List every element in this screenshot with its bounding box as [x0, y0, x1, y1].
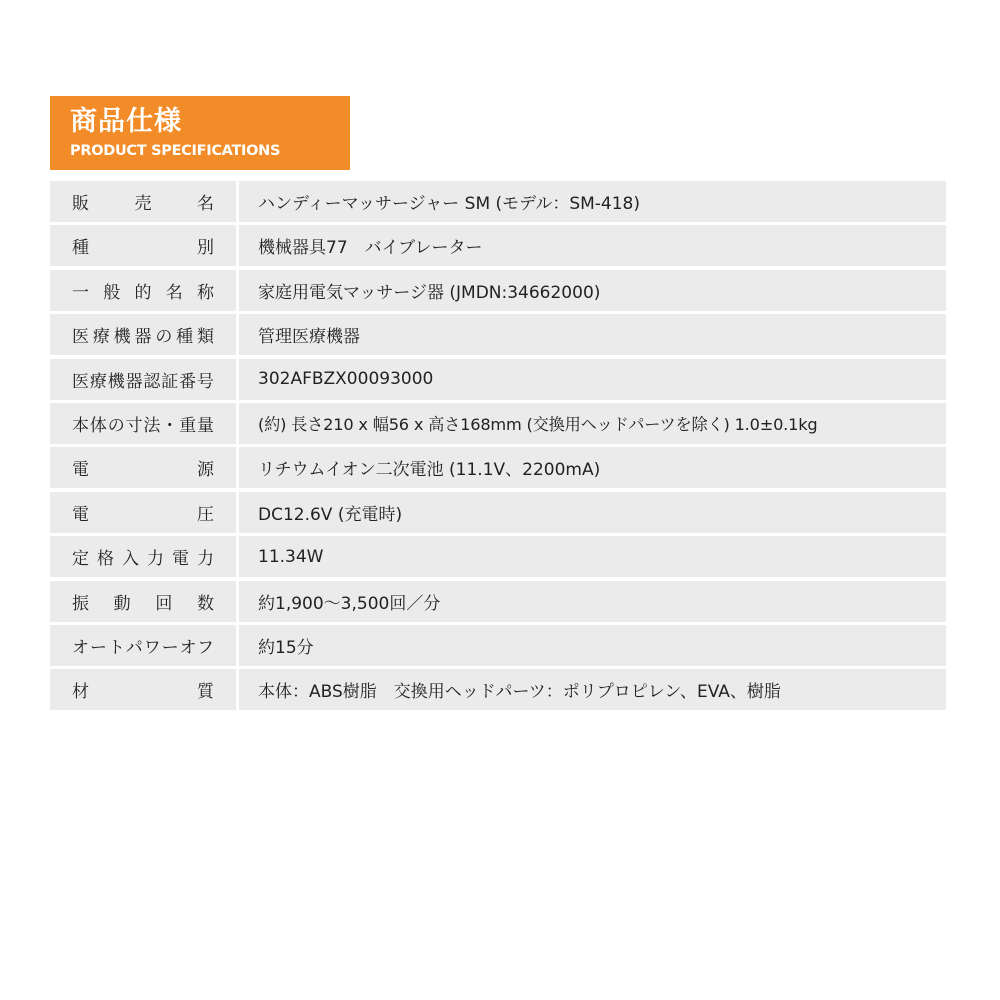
spec-row-power-source — [50, 447, 946, 488]
spec-label: 定格入力電力 — [50, 536, 236, 577]
spec-label: 医療機器の種類 — [50, 314, 236, 355]
spec-label: 一般的名称 — [50, 270, 236, 311]
spec-row-generic-name — [50, 270, 946, 311]
spec-row-dimensions-weight — [50, 403, 946, 444]
spec-value: リチウムイオン二次電池 (11.1V、2200mA) — [239, 447, 946, 488]
spec-label: 材 質 — [50, 669, 236, 710]
spec-label: 振 動 回 数 — [50, 581, 236, 622]
spec-row-device-type — [50, 314, 946, 355]
spec-value: 管理医療機器 — [239, 314, 946, 355]
spec-row-voltage — [50, 492, 946, 533]
spec-row-rated-power — [50, 536, 946, 577]
spec-row-sales-name — [50, 181, 946, 222]
spec-value: 約15分 — [239, 625, 946, 666]
spec-label: 販 売 名 — [50, 181, 236, 222]
spec-value: 約1,900〜3,500回／分 — [239, 581, 946, 622]
spec-value: 本体：ABS樹脂 交換用ヘッドパーツ：ポリプロピレン、EVA、樹脂 — [239, 669, 946, 710]
spec-label: 種 別 — [50, 225, 236, 266]
spec-label: 本体の寸法・重量 — [50, 403, 236, 444]
spec-row-vibration-frequency — [50, 581, 946, 622]
spec-value: (約) 長さ210 x 幅56 x 高さ168mm (交換用ヘッドパーツを除く) 1.0±0.1kg — [239, 403, 946, 444]
spec-label: 電 圧 — [50, 492, 236, 533]
spec-label: 医療機器認証番号 — [50, 359, 236, 400]
spec-row-category — [50, 225, 946, 266]
spec-value: 302AFBZX00093000 — [239, 359, 946, 400]
spec-table — [50, 181, 946, 714]
spec-row-auto-power-off — [50, 625, 946, 666]
section-title: 商品仕様 — [70, 106, 182, 137]
section-header — [50, 96, 350, 170]
spec-row-certification-number — [50, 359, 946, 400]
spec-value: ハンディーマッサージャー SM (モデル：SM-418) — [239, 181, 946, 222]
spec-value: 11.34W — [239, 536, 946, 577]
spec-value: 機械器具77 バイブレーター — [239, 225, 946, 266]
spec-value: 家庭用電気マッサージ器 (JMDN:34662000) — [239, 270, 946, 311]
spec-row-material — [50, 669, 946, 710]
spec-label: オートパワーオフ — [50, 625, 236, 666]
section-subtitle: PRODUCT SPECIFICATIONS — [70, 143, 281, 159]
spec-label: 電 源 — [50, 447, 236, 488]
spec-value: DC12.6V (充電時) — [239, 492, 946, 533]
